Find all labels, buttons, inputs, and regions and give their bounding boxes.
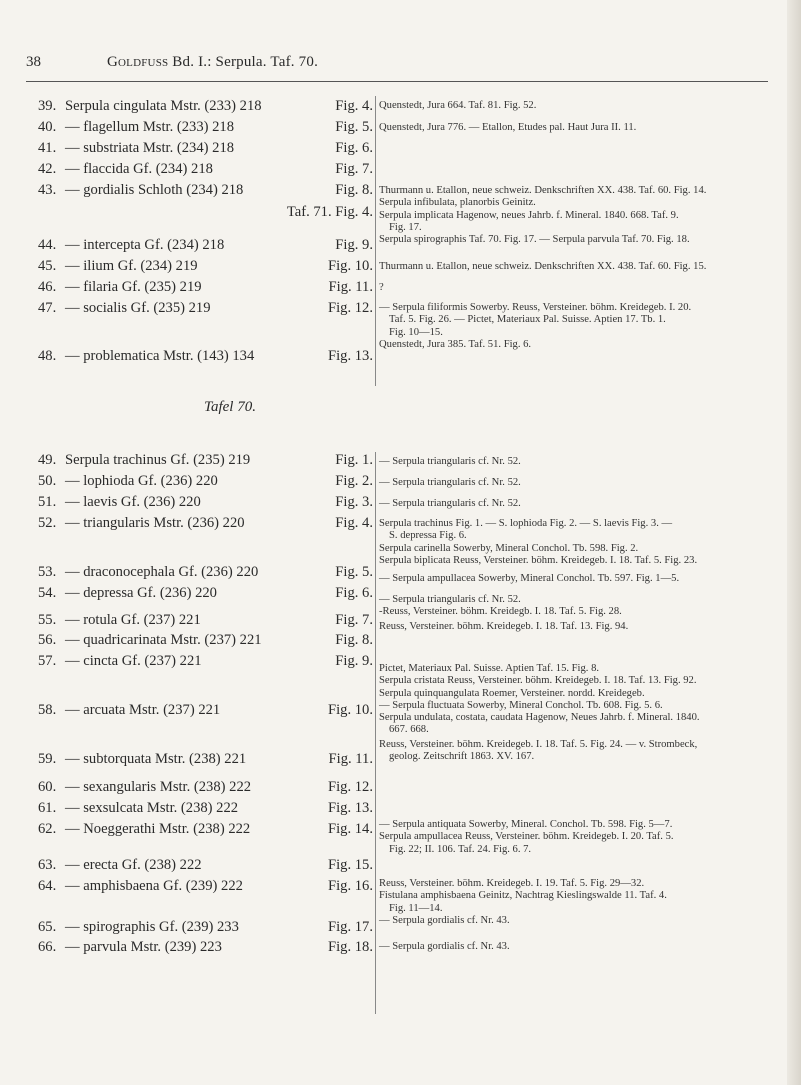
entry-number: 45. [38,258,57,274]
note-47 [379,302,771,351]
entry-number: 43. [38,182,57,198]
species-entry-54 [38,585,373,605]
note-line: Fig. 11—14. [389,902,443,914]
note-line: — Serpula filiformis Sowerby. Reuss, Versteiner. böhm. Kreidegeb. I. 20. [379,302,692,313]
entry-figure: Fig. 7. [335,161,373,177]
note-line: — Serpula gordialis cf. Nr. 43. [379,941,510,952]
note-59 [379,739,771,764]
entry-figure: Fig. 4. [335,515,373,531]
entry-name: — arcuata Mstr. (237) 221 [65,702,221,718]
note-54 [379,594,771,619]
entry-figure: Fig. 10. [327,258,373,274]
entry-number: 53. [38,564,57,580]
entry-name: — amphisbaena Gf. (239) 222 [65,878,243,894]
entry-number: 60. [38,779,57,795]
note-line: 667. 668. [389,724,429,736]
header-rule [26,81,768,82]
entry-figure: Fig. 10. [327,702,373,718]
note-line: -Reuss, Versteiner. böhm. Kreidegb. I. 18. Taf. 5. Fig. 28. [379,606,622,618]
entry-name: — filaria Gf. (235) 219 [65,279,202,295]
entry-name: — sexangularis Mstr. (238) 222 [65,779,252,795]
entry-name: — parvula Mstr. (239) 223 [65,939,222,955]
entry-number: 63. [38,857,57,873]
entry-number: 61. [38,800,57,816]
tafel-heading: Tafel 70. [204,399,256,415]
species-entry-61 [38,800,373,820]
entry-name: — quadricarinata Mstr. (237) 221 [65,632,262,648]
species-entry-50 [38,473,373,493]
page-header [26,54,766,78]
note-43 [379,185,771,246]
note-line: Fig. 17. [389,221,422,233]
species-entry-48 [38,348,373,368]
note-64 [379,878,771,927]
note-line: — Serpula gordialis cf. Nr. 43. [379,914,510,926]
entry-number: 39. [38,98,57,114]
species-entry-39 [38,98,373,118]
note-line: — Serpula triangularis cf. Nr. 52. [379,477,521,488]
entry-name: — intercepta Gf. (234) 218 [65,237,225,253]
note-line: — Serpula ampullacea Sowerby, Mineral Conchol. Tb. 597. Fig. 1—5. [379,573,680,584]
running-head-author: Goldfuss [107,54,169,70]
note-line: Serpula infibulata, planorbis Geinitz. [379,197,536,209]
page-number: 38 [26,54,41,70]
note-66 [379,941,771,953]
note-line: Serpula trachinus Fig. 1. — S. lophioda Fig. 2. — S. laevis Fig. 3. — [379,518,673,529]
entry-name: — laevis Gf. (236) 220 [65,494,201,510]
entry-number: 46. [38,279,57,295]
entry-number: 51. [38,494,57,510]
entry-figure: Fig. 12. [327,300,373,316]
species-entry-42 [38,161,373,181]
entry-figure: Fig. 13. [327,348,373,364]
note-55 [379,621,771,633]
entry-figure: Fig. 8. [335,182,373,198]
note-50 [379,477,771,489]
note-52 [379,518,771,567]
entry-number: 58. [38,702,57,718]
note-line: Thurmann u. Etallon, neue schweiz. Denkschriften XX. 438. Taf. 60. Fig. 14. [379,185,707,196]
entry-name: — spirographis Gf. (239) 233 [65,919,239,935]
entry-number: 48. [38,348,57,364]
entry-number: 65. [38,919,57,935]
entry-number: 47. [38,300,57,316]
note-line: Fistulana amphisbaena Geinitz, Nachtrag Kieslingswalde 11. Taf. 4. [379,890,667,902]
species-entry-45 [38,258,373,278]
running-head-rest: Bd. I.: Serpula. Taf. 70. [168,54,319,70]
note-line: — Serpula triangularis cf. Nr. 52. [379,498,521,509]
note-line: — Serpula fluctuata Sowerby, Mineral Conchol. Tb. 608. Fig. 5. 6. [379,699,663,711]
entry-figure: Fig. 15. [327,857,373,873]
species-entry-64 [38,878,373,898]
entry-number: 50. [38,473,57,489]
note-line: Fig. 10—15. [389,326,443,338]
note-line: Quenstedt, Jura 385. Taf. 51. Fig. 6. [379,338,532,350]
species-entry-58 [38,702,373,722]
entry-name: — lophioda Gf. (236) 220 [65,473,218,489]
entry-figure: Fig. 1. [335,452,373,468]
note-line: Reuss, Versteiner. böhm. Kreidegeb. I. 18. Taf. 13. Fig. 94. [379,621,629,632]
species-entry-55 [38,612,373,632]
note-line: Quenstedt, Jura 664. Taf. 81. Fig. 52. [379,100,537,111]
species-entry-56 [38,632,373,652]
note-line: Serpula cristata Reuss, Versteiner. böhm. Kreidegeb. I. 18. Taf. 13. Fig. 92. [379,675,697,687]
note-57 [379,663,771,737]
species-entry-40 [38,119,373,139]
entry-number: 64. [38,878,57,894]
entry-name: — erecta Gf. (238) 222 [65,857,202,873]
entry-name: Serpula cingulata Mstr. (233) 218 [65,98,262,114]
entry-name: — subtorquata Mstr. (238) 221 [65,751,247,767]
species-entry-62 [38,821,373,841]
entry-number: 42. [38,161,57,177]
note-line: Fig. 22; II. 106. Taf. 24. Fig. 6. 7. [389,843,532,855]
note-line: Thurmann u. Etallon, neue schweiz. Denkschriften XX. 438. Taf. 60. Fig. 15. [379,261,707,272]
entry-figure: Fig. 12. [327,779,373,795]
column-divider-top [375,96,376,386]
entry-name: — problematica Mstr. (143) 134 [65,348,255,364]
note-53 [379,573,771,585]
note-46 [379,282,771,294]
entry-name: — flagellum Mstr. (233) 218 [65,119,235,135]
entry-number: 55. [38,612,57,628]
entry-figure: Fig. 18. [327,939,373,955]
taf71-reference: Taf. 71. Fig. 4. [286,204,373,220]
note-line: Serpula biplicata Reuss, Versteiner. böhm. Kreidegeb. I. 18. Taf. 5. Fig. 23. [379,554,698,566]
entry-figure: Fig. 5. [335,564,373,580]
species-entry-44 [38,237,373,257]
running-head [107,54,318,71]
species-entry-46 [38,279,373,299]
column-divider-bottom [375,452,376,1014]
note-line: — Serpula antiquata Sowerby, Mineral. Conchol. Tb. 598. Fig. 5—7. [379,819,673,830]
note-line: Serpula undulata, costata, caudata Hagenow, Neues Jahrb. f. Mineral. 1840. [379,712,700,724]
entry-number: 40. [38,119,57,135]
note-51 [379,498,771,510]
note-line: Reuss, Versteiner. böhm. Kreidegeb. I. 19. Taf. 5. Fig. 29—32. [379,878,645,889]
note-line: Reuss, Versteiner. böhm. Kreidegeb. I. 18. Taf. 5. Fig. 24. — v. Strombeck, [379,739,698,750]
entry-name: — gordialis Schloth (234) 218 [65,182,244,198]
species-entry-49 [38,452,373,472]
species-entry-65 [38,919,373,939]
entry-figure: Fig. 13. [327,800,373,816]
entry-number: 62. [38,821,57,837]
note-line: Quenstedt, Jura 776. — Etallon, Etudes pal. Haut Jura II. 11. [379,122,637,133]
entry-figure: Fig. 8. [335,632,373,648]
species-entry-60 [38,779,373,799]
entry-number: 54. [38,585,57,601]
note-line: ? [379,282,384,293]
note-line: Pictet, Materiaux Pal. Suisse. Aptien Taf. 15. Fig. 8. [379,663,600,674]
note-line: Serpula quinquangulata Roemer, Versteiner. nordd. Kreidegeb. [379,687,645,699]
note-line: Taf. 5. Fig. 26. — Pictet, Materiaux Pal. Suisse. Aptien 17. Tb. 1. [389,314,666,326]
page-edge-shadow [787,0,801,1085]
entry-name: — draconocephala Gf. (236) 220 [65,564,259,580]
species-entry-63 [38,857,373,877]
entry-number: 49. [38,452,57,468]
entry-name: — rotula Gf. (237) 221 [65,612,201,628]
entry-name: — triangularis Mstr. (236) 220 [65,515,245,531]
entry-number: 57. [38,653,57,669]
species-entry-53 [38,564,373,584]
note-45 [379,261,771,273]
entry-figure: Fig. 9. [335,237,373,253]
note-39 [379,100,771,112]
entry-figure: Fig. 14. [327,821,373,837]
entry-figure: Fig. 17. [327,919,373,935]
entry-figure: Fig. 11. [328,751,373,767]
note-line: Serpula spirographis Taf. 70. Fig. 17. — Serpula parvula Taf. 70. Fig. 18. [379,234,690,246]
species-entry-47 [38,300,373,320]
species-entry-51 [38,494,373,514]
entry-name: Serpula trachinus Gf. (235) 219 [65,452,251,468]
entry-name: — depressa Gf. (236) 220 [65,585,217,601]
entry-figure: Fig. 7. [335,612,373,628]
note-line: Serpula implicata Hagenow, neues Jahrb. f. Mineral. 1840. 668. Taf. 9. [379,209,679,221]
entry-number: 59. [38,751,57,767]
note-line: — Serpula triangularis cf. Nr. 52. [379,456,521,467]
entry-name: — sexsulcata Mstr. (238) 222 [65,800,239,816]
species-entry-59 [38,751,373,771]
note-49 [379,456,771,468]
species-entry-52 [38,515,373,535]
entry-name: — socialis Gf. (235) 219 [65,300,211,316]
entry-name: — Noeggerathi Mstr. (238) 222 [65,821,251,837]
species-entry-41 [38,140,373,160]
entry-figure: Fig. 11. [328,279,373,295]
entry-figure: Fig. 6. [335,140,373,156]
note-40 [379,122,771,134]
entry-number: 66. [38,939,57,955]
entry-figure: Fig. 2. [335,473,373,489]
entry-number: 44. [38,237,57,253]
entry-figure: Fig. 9. [335,653,373,669]
entry-figure: Fig. 6. [335,585,373,601]
entry-number: 41. [38,140,57,156]
note-line: Serpula ampullacea Reuss, Versteiner. böhm. Kreidegeb. I. 20. Taf. 5. [379,831,674,843]
entry-name: — cincta Gf. (237) 221 [65,653,202,669]
entry-number: 52. [38,515,57,531]
entry-figure: Fig. 4. [335,98,373,114]
note-line: geolog. Zeitschrift 1863. XV. 167. [389,751,535,763]
species-entry-57 [38,653,373,673]
species-entry-66 [38,939,373,959]
entry-name: — ilium Gf. (234) 219 [65,258,198,274]
entry-number: 56. [38,632,57,648]
entry-name: — substriata Mstr. (234) 218 [65,140,235,156]
note-line: — Serpula triangularis cf. Nr. 52. [379,594,521,605]
entry-name: — flaccida Gf. (234) 218 [65,161,213,177]
entry-figure: Fig. 16. [327,878,373,894]
note-line: S. depressa Fig. 6. [389,530,467,542]
note-line: Serpula carinella Sowerby, Mineral Conchol. Tb. 598. Fig. 2. [379,542,639,554]
note-62 [379,819,771,856]
species-entry-43 [38,182,373,202]
entry-figure: Fig. 3. [335,494,373,510]
entry-figure: Fig. 5. [335,119,373,135]
